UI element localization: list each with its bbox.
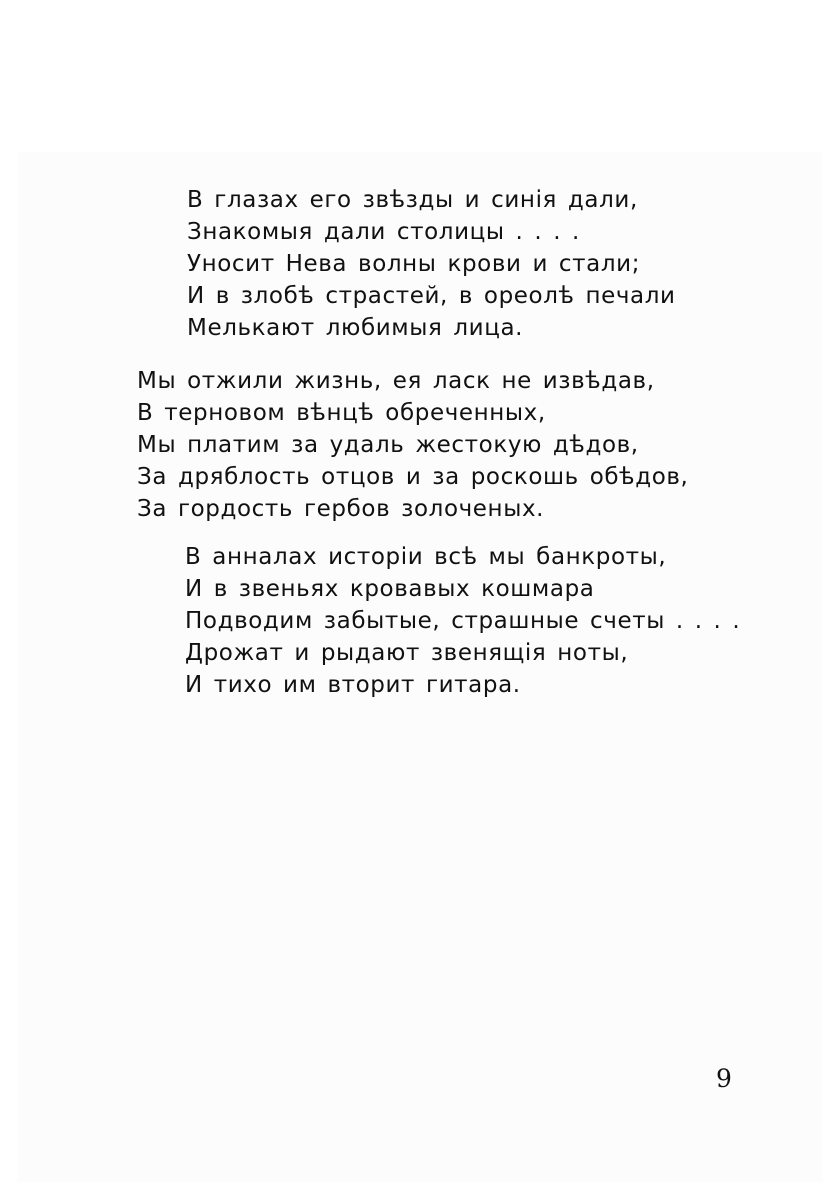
stanza-1 (187, 184, 676, 344)
page-number: 9 (716, 1064, 732, 1093)
poem-line: За дряблость отцов и за роскошь обѣдов, (137, 464, 689, 490)
poem-line: И тихо им вторит гитара. (185, 672, 521, 698)
poem-line: В терновом вѣнцѣ обреченных, (137, 400, 546, 426)
stanza-2 (137, 365, 688, 525)
poem-line: Знакомыя дали столицы . . . . (187, 219, 580, 245)
poem-line: И в звеньях кровавых кошмара (185, 576, 595, 602)
poem-line: Мелькают любимыя лица. (187, 315, 524, 341)
poem-line: И в злобѣ страстей, в ореолѣ печали (187, 283, 676, 309)
stanza-3 (185, 541, 740, 701)
poem-line: Подводим забытые, страшные счеты . . . . (185, 608, 741, 634)
poem-line: Уносит Нева волны крови и стали; (187, 251, 641, 277)
poem-line: Мы платим за удаль жестокую дѣдов, (137, 432, 639, 458)
poem-line: За гордость гербов золоченых. (137, 496, 545, 522)
poem-line: Дрожат и рыдают звенящія ноты, (185, 640, 629, 666)
poem-line: Мы отжили жизнь, ея ласк не извѣдав, (137, 368, 655, 394)
poem-line: В анналах исторіи всѣ мы банкроты, (185, 544, 667, 570)
poem-line: В глазах его звѣзды и синія дали, (187, 187, 638, 213)
